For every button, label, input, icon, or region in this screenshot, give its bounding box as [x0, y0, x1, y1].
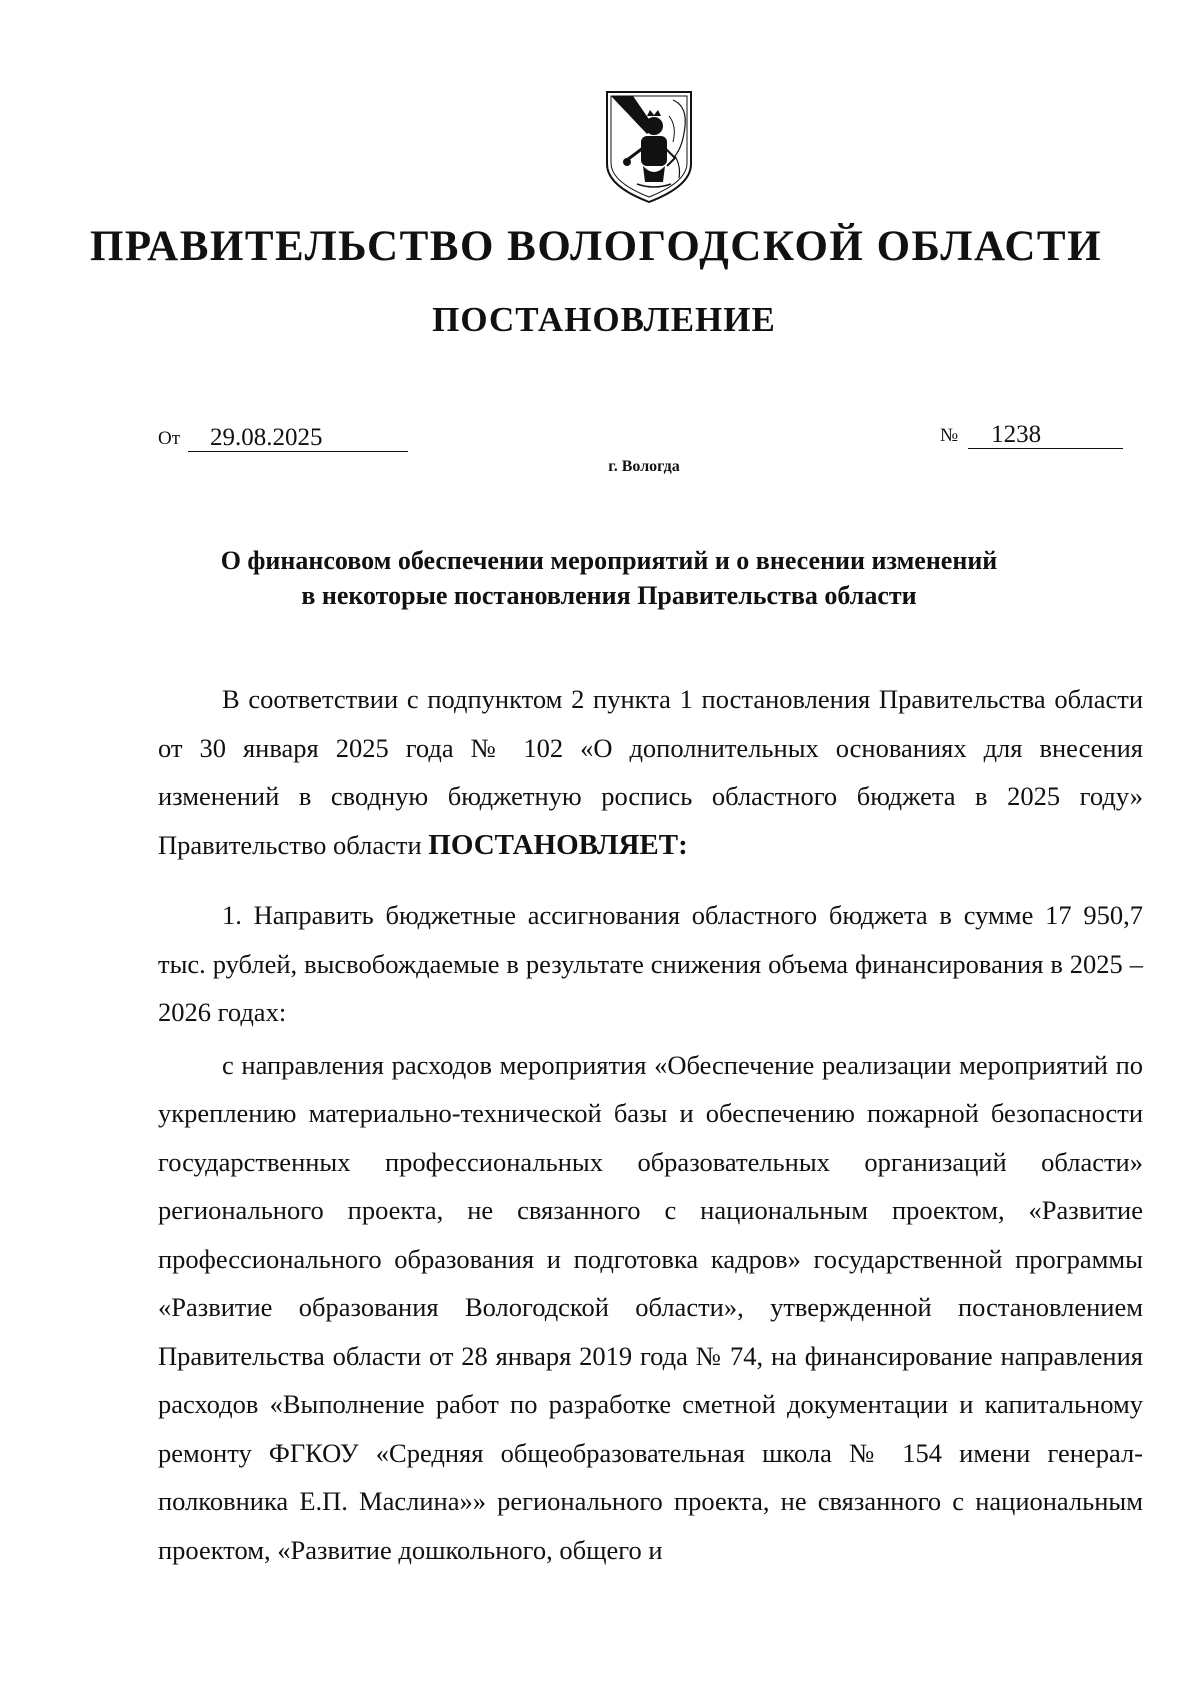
item-1-detail-paragraph: с направления расходов мероприятия «Обеспечение реализации мероприятий по укреплению материально-технической базы и обеспечению пожарной безопасности государственных профессиональных образовательных организаций области» регионального проекта, не связанного с национальным проектом, «Развитие профессионального образования и подготовка кадров» государственной программы «Развитие образования Вологодской области», утвержденной постановлением Правительства области от 28 января 2019 года № 74, на финансирование направления расходов «Выполнение работ по разработке сметной документации и капитальному ремонту ФГКОУ «Средняя общеобразовательная школа № 154 имени генерал-полковника Е.П. Маслина»» регионального проекта, не связанного с национальным проектом, «Развитие дошкольного, общего и	[158, 1049, 1143, 1565]
document-number-field	[940, 422, 1123, 449]
vologda-coat-of-arms-icon	[603, 86, 695, 204]
subject-line-1: О финансовом обеспечении мероприятий и о внесении изменений	[220, 546, 998, 575]
number-prefix-label: №	[940, 425, 959, 446]
resolves-colon: :	[678, 828, 688, 861]
document-date-field	[158, 425, 408, 452]
preamble-paragraph	[158, 675, 1143, 869]
document-number: 1238	[968, 422, 1123, 449]
government-title: ПРАВИТЕЛЬСТВО ВОЛОГОДСКОЙ ОБЛАСТИ	[89, 223, 1103, 270]
document-type-title: ПОСТАНОВЛЕНИЕ	[432, 300, 776, 339]
document-body	[158, 675, 1143, 1574]
item-1-paragraph: 1. Направить бюджетные ассигнования областного бюджета в сумме 17 950,7 тыс. рублей, высвобождаемые в результате снижения объема финансирования в 2025 – 2026 годах:	[158, 900, 1143, 1027]
document-date: 29.08.2025	[188, 425, 408, 452]
document-subject	[9, 543, 1200, 613]
subject-line-2: в некоторые постановления Правительства области	[301, 581, 917, 610]
preamble-text: В соответствии с подпунктом 2 пункта 1 постановления Правительства области от 30 января 2025 года № 102 «О дополнительных основаниях для внесения изменений в сводную бюджетную роспись областного бюджета в 2025 году» Правительство области	[158, 684, 1143, 860]
date-prefix-label: От	[158, 428, 181, 449]
document-city: г. Вологда	[608, 458, 680, 475]
resolves-keyword: ПОСТАНОВЛЯЕТ	[428, 828, 679, 861]
